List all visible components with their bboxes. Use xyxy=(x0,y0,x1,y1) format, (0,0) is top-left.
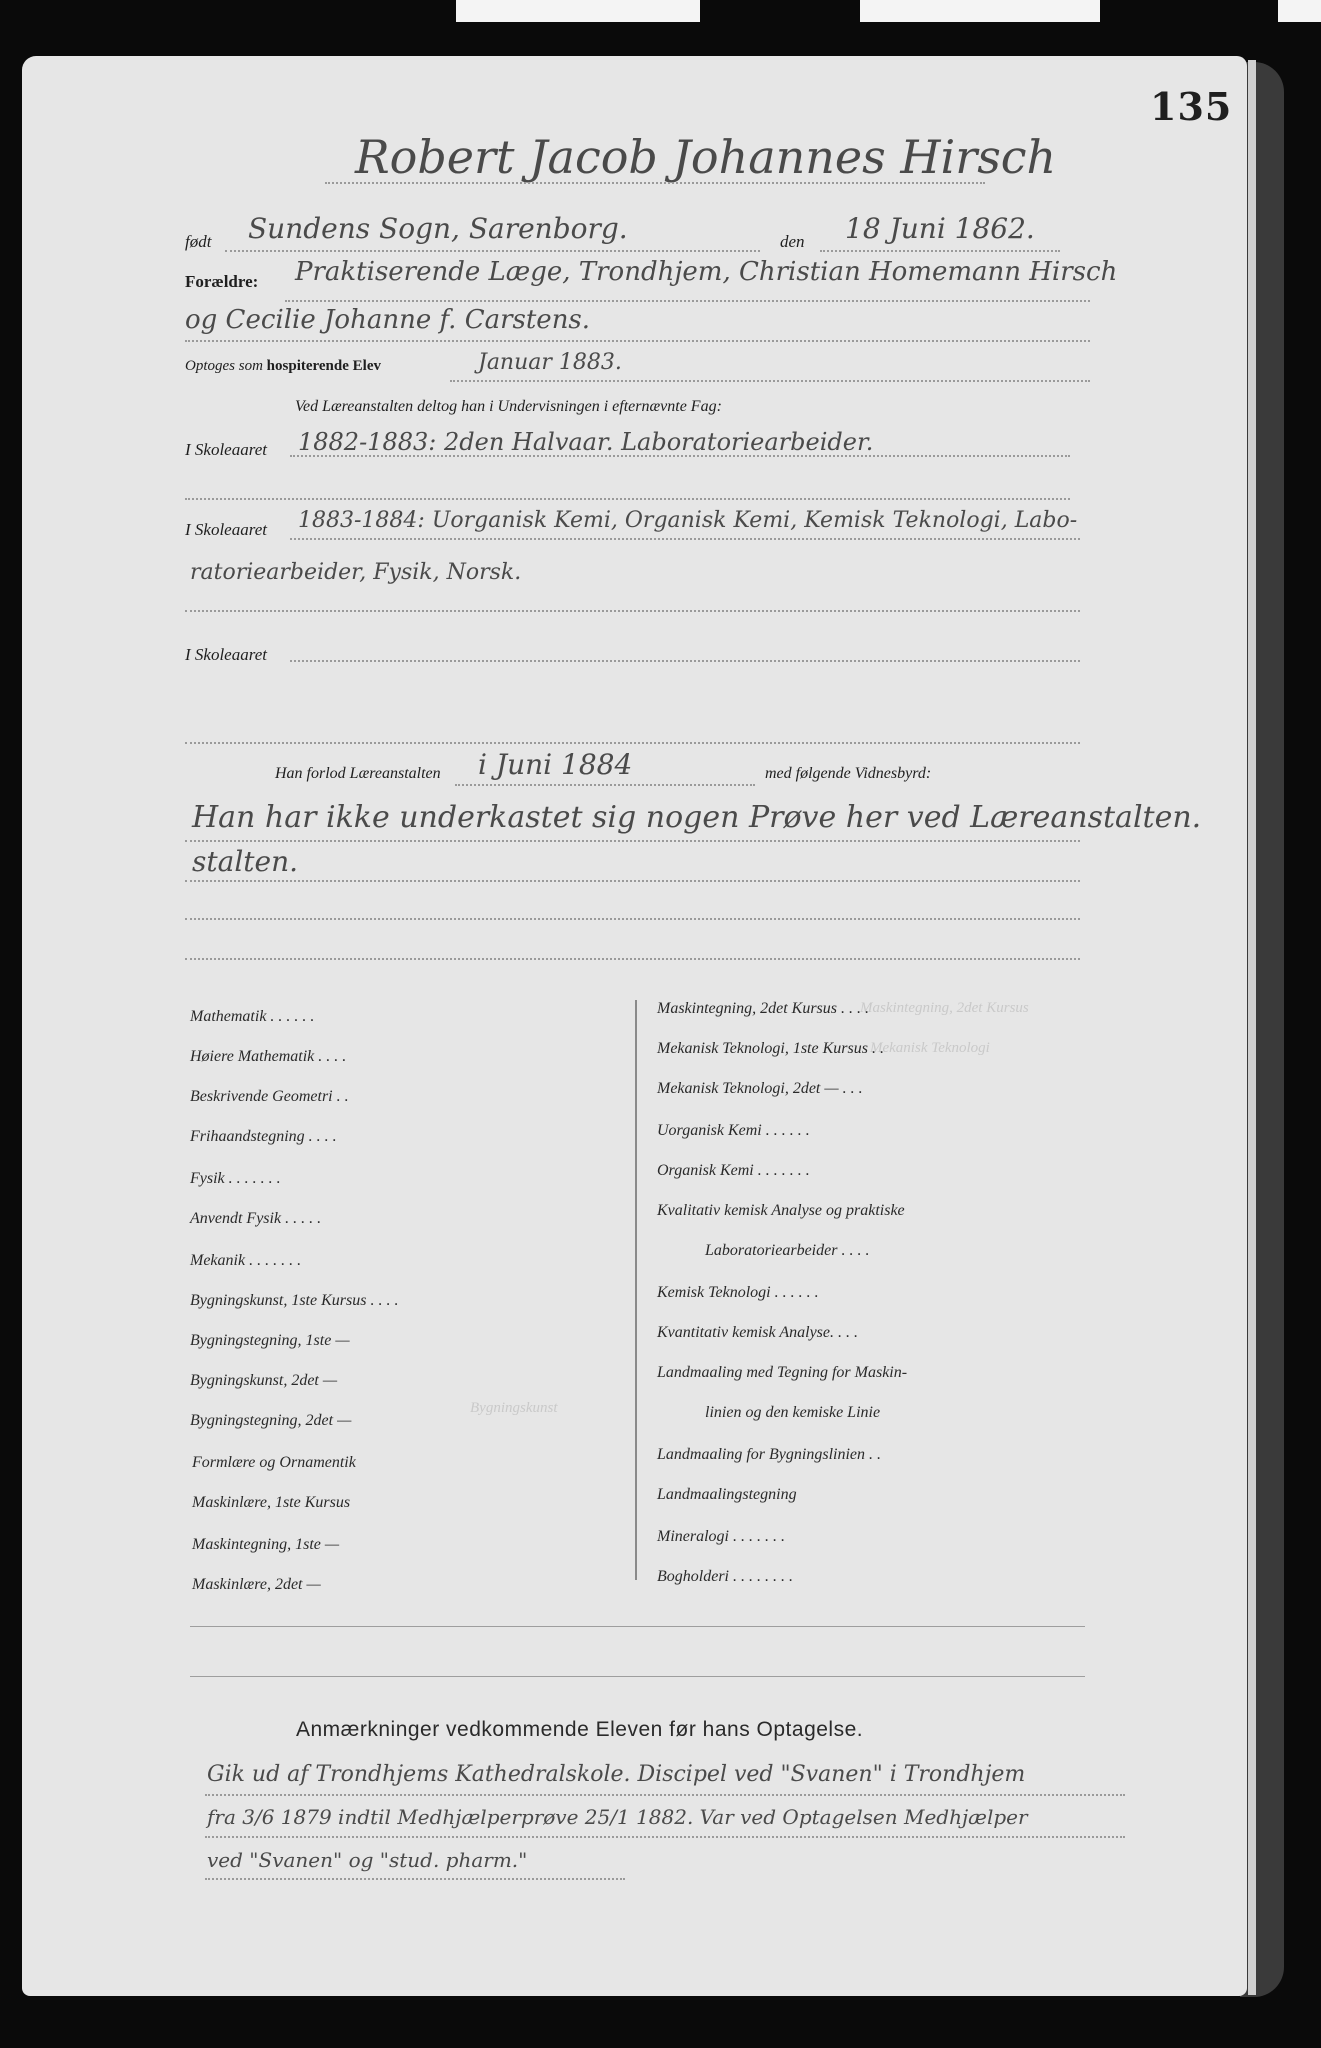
school-year-2-line1: 1883-1884: Uorganisk Kemi, Organisk Kemi, Kemisk Teknologi, Labo- xyxy=(298,508,1078,533)
departure-label-post: med følgende Vidnesbyrd: xyxy=(765,765,932,782)
subject-right: Uorganisk Kemi . . . . . . xyxy=(657,1122,810,1139)
testimony-rule2 xyxy=(185,880,1080,882)
subject-right: Kemisk Teknologi . . . . . . xyxy=(657,1284,819,1301)
birth-place-line xyxy=(225,250,760,252)
parents-line1: Praktiserende Læge, Trondhjem, Christian Homemann Hirsch xyxy=(295,257,1118,287)
student-name: Robert Jacob Johannes Hirsch xyxy=(355,130,1057,184)
top-edge-strip xyxy=(456,0,700,22)
remarks-rule1 xyxy=(205,1794,1125,1796)
page-number: 135 xyxy=(1150,84,1233,129)
subject-left: Bygningskunst, 1ste Kursus . . . . xyxy=(190,1292,399,1309)
school-year-1-line1: 1882-1883: 2den Halvaar. Laboratoriearbeider. xyxy=(298,428,874,456)
subjects-intro: Ved Læreanstalten deltog han i Undervisningen i efternævnte Fag: xyxy=(295,398,722,415)
school-year-1-rule2 xyxy=(185,498,1070,500)
subject-left: Bygningskunst, 2det — xyxy=(190,1372,338,1389)
school-year-label: I Skoleaaret xyxy=(185,645,267,664)
birth-label: født xyxy=(185,232,212,251)
admission-label xyxy=(185,358,381,375)
admission-label-bold: hospiterende Elev xyxy=(266,358,381,374)
remarks-heading: Anmærkninger vedkommende Eleven før hans Optagelse. xyxy=(296,1718,864,1741)
testimony-line1: Han har ikke underkastet sig nogen Prøve her ved Læreanstalten. xyxy=(192,800,1202,835)
departure-line xyxy=(455,784,755,786)
subject-right: linien og den kemiske Linie xyxy=(705,1404,881,1421)
school-year-3-rule2 xyxy=(185,742,1080,744)
subject-left: Beskrivende Geometri . . xyxy=(190,1088,349,1105)
parents-label xyxy=(185,272,258,292)
subject-right: Kvantitativ kemisk Analyse. . . . xyxy=(657,1324,858,1341)
remarks-rule3 xyxy=(205,1878,625,1880)
remarks-rule2 xyxy=(205,1836,1125,1838)
remarks-line3: ved "Svanen" og "stud. pharm." xyxy=(207,1848,528,1872)
subject-right: Mineralogi . . . . . . . xyxy=(657,1528,785,1545)
testimony-line2: stalten. xyxy=(192,845,299,878)
subject-left: Frihaandstegning . . . . xyxy=(190,1128,337,1145)
testimony-rule1 xyxy=(185,840,1080,842)
bleed-through-text: Bygningskunst xyxy=(470,1400,558,1416)
subject-left: Mathematik . . . . . . xyxy=(190,1008,315,1025)
departure-label-pre: Han forlod Læreanstalten xyxy=(275,765,441,782)
subject-right: Landmaaling for Bygningslinien . . xyxy=(657,1446,881,1463)
admission-line xyxy=(450,380,1090,382)
subject-right: Bogholderi . . . . . . . . xyxy=(657,1568,793,1585)
top-edge-strip xyxy=(860,0,1100,22)
subject-right: Laboratoriearbeider . . . . xyxy=(705,1242,870,1259)
school-year-label: I Skoleaaret xyxy=(185,440,267,459)
birth-date-line xyxy=(820,250,1060,252)
subject-right: Mekanisk Teknologi, 2det — . . . xyxy=(657,1080,863,1097)
admission-date: Januar 1883. xyxy=(478,350,622,375)
bleed-through-text: Maskintegning, 2det Kursus xyxy=(860,1000,1029,1016)
birth-date-label: den xyxy=(780,232,805,251)
subject-right: Organisk Kemi . . . . . . . xyxy=(657,1162,810,1179)
top-edge-strip xyxy=(1278,0,1321,22)
testimony-rule4 xyxy=(185,958,1080,960)
subject-right: Mekanisk Teknologi, 1ste Kursus . . xyxy=(657,1040,884,1057)
grid-bottom-rule-2 xyxy=(190,1676,1085,1677)
subject-left: Anvendt Fysik . . . . . xyxy=(190,1210,322,1227)
subject-left: Maskinlære, 2det — xyxy=(192,1576,321,1593)
subject-left: Fysik . . . . . . . xyxy=(190,1170,281,1187)
birth-place: Sundens Sogn, Sarenborg. xyxy=(248,212,628,245)
school-year-label: I Skoleaaret xyxy=(185,520,267,539)
subjects-divider xyxy=(635,1000,637,1580)
subject-right: Maskintegning, 2det Kursus . . . . xyxy=(657,1000,869,1017)
parents-label-text: Forældre: xyxy=(185,272,259,291)
subject-right: Landmaalingstegning xyxy=(657,1486,797,1503)
page-edge-highlight xyxy=(1248,60,1256,1995)
parents-line2: og Cecilie Johanne f. Carstens. xyxy=(185,305,591,335)
parents-line1-rule xyxy=(285,300,1090,302)
school-year-3-rule1 xyxy=(290,660,1080,662)
subject-left: Maskintegning, 1ste — xyxy=(192,1536,340,1553)
school-year-1-rule1 xyxy=(290,455,1070,457)
testimony-rule3 xyxy=(185,918,1080,920)
admission-label-pre: Optoges som xyxy=(185,358,263,374)
subject-left: Formlære og Ornamentik xyxy=(192,1454,356,1471)
subject-right: Kvalitativ kemisk Analyse og praktiske xyxy=(657,1202,905,1219)
remarks-line2: fra 3/6 1879 indtil Medhjælperprøve 25/1 1882. Var ved Optagelsen Medhjælper xyxy=(207,1805,1028,1829)
subject-right: Landmaaling med Tegning for Maskin- xyxy=(657,1364,908,1381)
birth-date: 18 Juni 1862. xyxy=(845,212,1035,245)
subject-left: Bygningstegning, 1ste — xyxy=(190,1332,350,1349)
departure-date: i Juni 1884 xyxy=(478,748,633,781)
grid-bottom-rule xyxy=(190,1626,1085,1627)
subject-left: Maskinlære, 1ste Kursus xyxy=(192,1494,351,1511)
bleed-through-text: Mekanisk Teknologi xyxy=(870,1040,990,1056)
subject-left: Mekanik . . . . . . . xyxy=(190,1252,302,1269)
name-line xyxy=(325,182,985,184)
school-year-2-rule2 xyxy=(185,610,1080,612)
subject-left: Bygningstegning, 2det — xyxy=(190,1412,352,1429)
parents-line2-rule xyxy=(185,340,1090,342)
subject-left: Høiere Mathematik . . . . xyxy=(190,1048,347,1065)
remarks-line1: Gik ud af Trondhjems Kathedralskole. Discipel ved "Svanen" i Trondhjem xyxy=(207,1762,1026,1787)
school-year-2-rule1 xyxy=(290,538,1080,540)
school-year-2-line2: ratoriearbeider, Fysik, Norsk. xyxy=(190,560,522,585)
